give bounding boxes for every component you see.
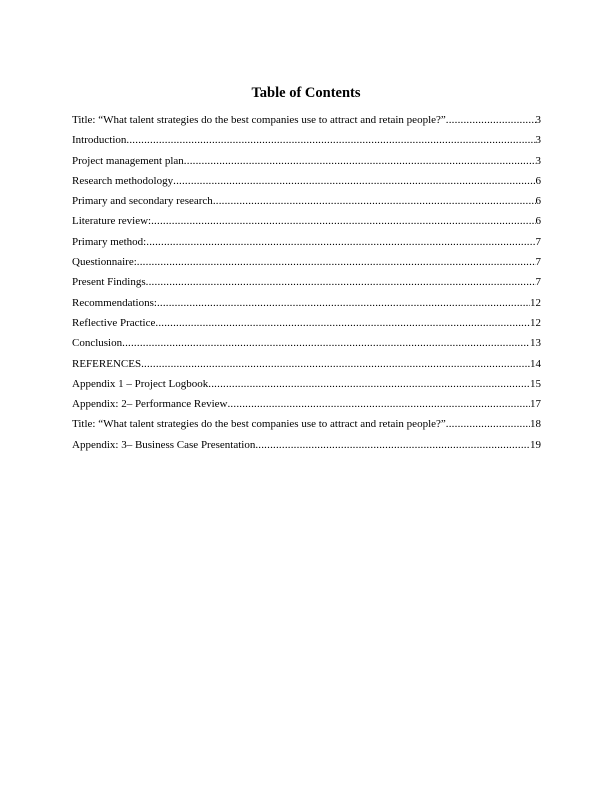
toc-entry-page: 6 (535, 215, 541, 228)
toc-entry-title: Research methodology (72, 174, 174, 187)
toc-entry-title: Introduction (72, 134, 127, 147)
toc-entry-page: 7 (535, 235, 541, 248)
toc-entry-title: Questionnaire: (72, 256, 137, 269)
toc-entry[interactable] (72, 194, 541, 214)
toc-entry-page: 12 (530, 296, 541, 309)
toc-leader-dots (151, 214, 535, 228)
toc-entry-title: Literature review: (72, 215, 152, 228)
toc-entry-title: Title: “What talent strategies do the best companies use to attract and retain people?” (72, 114, 446, 126)
toc-leader-dots (208, 377, 530, 391)
toc-leader-dots (227, 397, 530, 411)
toc-entry[interactable] (72, 214, 541, 234)
toc-leader-dots (184, 154, 536, 168)
toc-leader-dots (146, 275, 536, 289)
toc-leader-dots (173, 174, 535, 188)
toc-entry-page: 19 (530, 438, 541, 451)
toc-entry-page: 14 (530, 357, 541, 370)
toc-entry-title: Conclusion (72, 337, 123, 350)
toc-entry-title: REFERENCES (72, 357, 142, 370)
toc-entry-title: Primary method: (72, 235, 147, 248)
toc-entry[interactable] (72, 275, 541, 295)
toc-leader-dots (141, 357, 530, 371)
toc-entry-title: Appendix 1 – Project Logbook (72, 377, 209, 390)
toc-leader-dots (155, 316, 530, 330)
toc-entry-page: 7 (535, 276, 541, 289)
toc-entry-page: 15 (530, 377, 541, 390)
toc-entry-page: 12 (530, 316, 541, 329)
toc-entry-page: 3 (535, 134, 541, 147)
toc-leader-dots (122, 336, 530, 350)
toc-leader-dots (137, 255, 536, 269)
toc-entry-page: 13 (530, 337, 541, 350)
toc-entry[interactable] (72, 438, 541, 458)
toc-entry[interactable] (72, 296, 541, 316)
toc-leader-dots (213, 194, 536, 208)
toc-entry[interactable] (72, 316, 541, 336)
toc-entry[interactable] (72, 113, 541, 133)
toc-entry-page: 7 (535, 256, 541, 269)
toc-entry-title: Title: “What talent strategies do the best companies use to attract and retain people?” (72, 418, 446, 431)
toc-leader-dots (446, 113, 536, 127)
toc-entry-title: Project management plan (72, 154, 184, 167)
toc-entry-title: Appendix: 2– Performance Review (72, 398, 228, 411)
toc-entry[interactable] (72, 377, 541, 397)
toc-leader-dots (157, 296, 530, 310)
toc-entry[interactable] (72, 417, 541, 437)
toc-heading: Table of Contents (251, 85, 361, 101)
toc-entry[interactable] (72, 397, 541, 417)
toc-entry[interactable] (72, 174, 541, 194)
toc-entry[interactable] (72, 235, 541, 255)
toc-entry[interactable] (72, 255, 541, 275)
toc-leader-dots (255, 438, 530, 452)
toc-leader-dots (446, 417, 530, 431)
toc-entry-title: Recommendations: (72, 296, 157, 309)
toc-entry-page: 6 (535, 174, 541, 187)
toc-entry[interactable] (72, 133, 541, 153)
toc-entry-page: 6 (535, 195, 541, 208)
toc-entry-title: Appendix: 3– Business Case Presentation (72, 438, 256, 451)
toc-entry[interactable] (72, 154, 541, 174)
toc-entry-page: 18 (530, 418, 541, 431)
toc-entry-page: 3 (535, 114, 541, 126)
toc-entry-title: Primary and secondary research (72, 195, 213, 208)
toc-entry-title: Present Findings (72, 276, 146, 289)
toc-entry-page: 17 (530, 398, 541, 411)
toc-entry-page: 3 (535, 154, 541, 167)
toc-leader-dots (126, 133, 535, 147)
toc-entry-title: Reflective Practice (72, 316, 156, 329)
toc-leader-dots (146, 235, 535, 249)
toc-entry[interactable] (72, 336, 541, 356)
toc-entry[interactable] (72, 357, 541, 377)
toc-list (72, 113, 541, 458)
